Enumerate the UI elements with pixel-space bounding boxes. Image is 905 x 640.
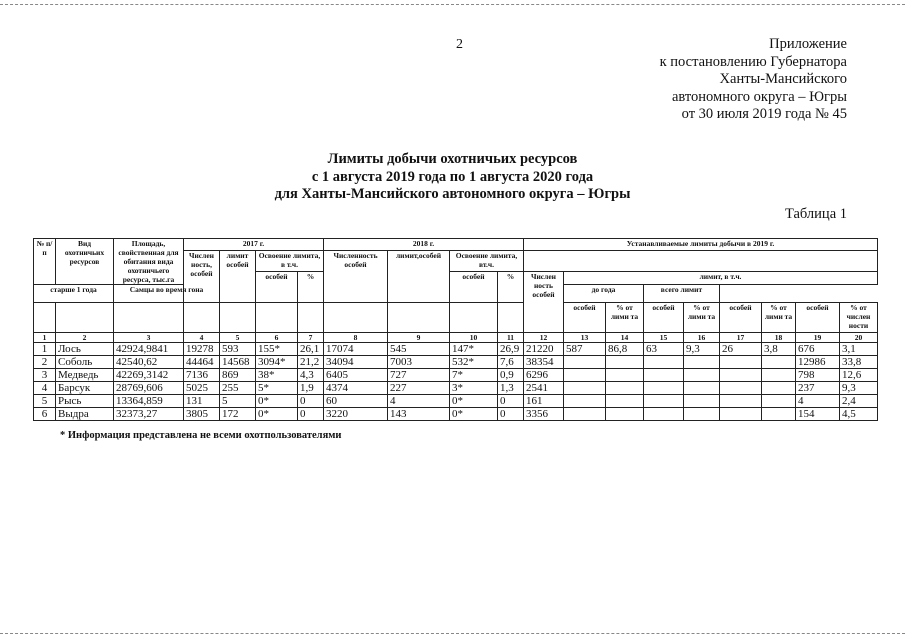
- table-cell: 6405: [324, 369, 388, 382]
- table-cell: 172: [220, 408, 256, 421]
- title-line: с 1 августа 2019 года по 1 августа 2020 года: [311, 168, 594, 185]
- table-cell: 545: [388, 343, 450, 356]
- table-cell: 587: [564, 343, 606, 356]
- table-cell: [564, 356, 606, 369]
- table-cell: [720, 382, 762, 395]
- table-cell: 798: [796, 369, 840, 382]
- header-pop-2018: Численность особей: [324, 251, 388, 303]
- header-males: Самцы во время гона: [114, 285, 220, 303]
- header-pct-males: % от лими та: [684, 303, 720, 333]
- column-number: 6: [256, 333, 298, 343]
- table-cell: 161: [524, 395, 564, 408]
- column-number: 15: [644, 333, 684, 343]
- table-cell: [564, 369, 606, 382]
- header-specimens-2018: особей: [450, 271, 498, 303]
- table-cell: 1,9: [298, 382, 324, 395]
- table-row: [34, 408, 878, 421]
- column-number: 17: [720, 333, 762, 343]
- table-cell: 12986: [796, 356, 840, 369]
- table-cell: 60: [324, 395, 388, 408]
- header-specimens-under1: особей: [720, 303, 762, 333]
- column-number: 3: [114, 333, 184, 343]
- table-cell: 4: [34, 382, 56, 395]
- column-number-row: [34, 333, 878, 343]
- table-cell: 6: [34, 408, 56, 421]
- table-cell: 86,8: [606, 343, 644, 356]
- table-cell: 237: [796, 382, 840, 395]
- header-species: Вид охотничьих ресурсов: [56, 239, 114, 285]
- column-number: 2: [56, 333, 114, 343]
- column-number: 11: [498, 333, 524, 343]
- table-cell: [684, 369, 720, 382]
- table-cell: 4: [796, 395, 840, 408]
- table-cell: Соболь: [56, 356, 114, 369]
- table-cell: 38*: [256, 369, 298, 382]
- table-cell: 0: [498, 395, 524, 408]
- header-pct-total: % от числен ности: [840, 303, 878, 333]
- header-area: Площадь, свойственная для обитания вида охотничьего ресурса, тыс.га: [114, 239, 184, 285]
- table-cell: 0: [298, 408, 324, 421]
- table-cell: Барсук: [56, 382, 114, 395]
- header-pct-older1: % от лими та: [606, 303, 644, 333]
- column-number: 1: [34, 333, 56, 343]
- header-pct-2018: %: [498, 271, 524, 303]
- table-cell: 1: [34, 343, 56, 356]
- column-number: 8: [324, 333, 388, 343]
- header-pop-2019: Числен ность особей: [524, 271, 564, 333]
- column-number: 10: [450, 333, 498, 343]
- table-cell: 13364,859: [114, 395, 184, 408]
- table-cell: 3,1: [840, 343, 878, 356]
- header-limit-2018: лимит,особей: [388, 251, 450, 303]
- table-cell: [762, 369, 796, 382]
- header-specimens-males: особей: [644, 303, 684, 333]
- table-cell: 727: [388, 369, 450, 382]
- table-cell: 869: [220, 369, 256, 382]
- table-cell: 7*: [450, 369, 498, 382]
- table-cell: 5: [34, 395, 56, 408]
- table-cell: [644, 395, 684, 408]
- table-cell: 0*: [256, 408, 298, 421]
- table-cell: 3*: [450, 382, 498, 395]
- table-row: [34, 395, 878, 408]
- table-cell: [644, 382, 684, 395]
- table-cell: [564, 395, 606, 408]
- table-cell: 5: [220, 395, 256, 408]
- document-title: [0, 151, 905, 204]
- table-cell: 3094*: [256, 356, 298, 369]
- table-cell: 34094: [324, 356, 388, 369]
- table-row: [34, 382, 878, 395]
- table-cell: 0: [498, 408, 524, 421]
- table-cell: 4,5: [840, 408, 878, 421]
- table-cell: [606, 395, 644, 408]
- table-cell: 676: [796, 343, 840, 356]
- table-cell: [720, 408, 762, 421]
- table-cell: 26,9: [498, 343, 524, 356]
- appendix-line: от 30 июля 2019 года № 45: [681, 106, 847, 122]
- table-cell: 5*: [256, 382, 298, 395]
- table-cell: 42924,9841: [114, 343, 184, 356]
- table-cell: 19278: [184, 343, 220, 356]
- table-cell: 0*: [256, 395, 298, 408]
- table-cell: 227: [388, 382, 450, 395]
- table-cell: 26: [720, 343, 762, 356]
- header-2017: 2017 г.: [184, 239, 324, 251]
- column-number: 16: [684, 333, 720, 343]
- table-label: Таблица 1: [784, 206, 847, 222]
- table-cell: [606, 356, 644, 369]
- table-cell: 593: [220, 343, 256, 356]
- table-cell: 21,2: [298, 356, 324, 369]
- table-cell: [720, 395, 762, 408]
- column-number: 9: [388, 333, 450, 343]
- table-cell: [762, 356, 796, 369]
- table-cell: 4374: [324, 382, 388, 395]
- header-specimens-older1: особей: [564, 303, 606, 333]
- table-cell: 7136: [184, 369, 220, 382]
- column-number: 20: [840, 333, 878, 343]
- column-number: 19: [796, 333, 840, 343]
- table-cell: 3,8: [762, 343, 796, 356]
- table-cell: 9,3: [684, 343, 720, 356]
- table-cell: [684, 382, 720, 395]
- table-cell: 32373,27: [114, 408, 184, 421]
- table-cell: 131: [184, 395, 220, 408]
- table-cell: [644, 408, 684, 421]
- table-cell: 5025: [184, 382, 220, 395]
- column-number: 18: [762, 333, 796, 343]
- header-mastery-2018: Освоение лимита, вт.ч.: [450, 251, 524, 272]
- title-line: для Ханты-Мансийского автономного округа – Югры: [274, 186, 631, 202]
- table-cell: 3: [34, 369, 56, 382]
- footnote: * Информация представлена не всеми охотпользователями: [60, 430, 342, 441]
- table-cell: [762, 408, 796, 421]
- table-cell: 255: [220, 382, 256, 395]
- table-cell: 4: [388, 395, 450, 408]
- table-cell: 33,8: [840, 356, 878, 369]
- header-limit-2017: лимит особей: [220, 251, 256, 303]
- table-cell: 532*: [450, 356, 498, 369]
- table-cell: Рысь: [56, 395, 114, 408]
- header-2018: 2018 г.: [324, 239, 524, 251]
- table-cell: [564, 382, 606, 395]
- table-cell: [762, 395, 796, 408]
- table-cell: [684, 356, 720, 369]
- header-pct-under1: % от лими та: [762, 303, 796, 333]
- table-cell: 147*: [450, 343, 498, 356]
- page-number: 2: [456, 37, 463, 52]
- header-total: всего лимит: [644, 285, 720, 303]
- table-cell: 154: [796, 408, 840, 421]
- table-cell: 155*: [256, 343, 298, 356]
- table-cell: 3356: [524, 408, 564, 421]
- appendix-block: [660, 36, 847, 124]
- appendix-line: к постановлению Губернатора: [659, 53, 847, 70]
- column-number: 5: [220, 333, 256, 343]
- table-cell: 42269,3142: [114, 369, 184, 382]
- column-number: 7: [298, 333, 324, 343]
- table-row: [34, 356, 878, 369]
- table-cell: 6296: [524, 369, 564, 382]
- table-cell: 2,4: [840, 395, 878, 408]
- table-cell: 9,3: [840, 382, 878, 395]
- table-cell: 21220: [524, 343, 564, 356]
- table-cell: [684, 395, 720, 408]
- table-cell: 0,9: [498, 369, 524, 382]
- appendix-line: автономного округа – Югры: [671, 88, 847, 105]
- table-cell: [606, 408, 644, 421]
- top-border-line: [0, 4, 905, 5]
- table-row: [34, 369, 878, 382]
- title-line: Лимиты добычи охотничьих ресурсов: [327, 151, 578, 167]
- table-cell: 38354: [524, 356, 564, 369]
- header-limit-incl: лимит, в т.ч.: [564, 271, 878, 285]
- header-older1: старше 1 года: [34, 285, 114, 303]
- table-cell: 63: [644, 343, 684, 356]
- table-cell: 3805: [184, 408, 220, 421]
- bottom-border-line: [0, 633, 905, 634]
- table-cell: 28769,606: [114, 382, 184, 395]
- table-cell: 42540,62: [114, 356, 184, 369]
- header-specimens-2017: особей: [256, 271, 298, 303]
- header-under1: до года: [564, 285, 644, 303]
- header-specimens-total: особей: [796, 303, 840, 333]
- table-cell: 26,1: [298, 343, 324, 356]
- column-number: 13: [564, 333, 606, 343]
- header-num: № п/п: [34, 239, 56, 285]
- table-cell: 0: [298, 395, 324, 408]
- table-cell: 3220: [324, 408, 388, 421]
- table-cell: [606, 369, 644, 382]
- table-cell: [684, 408, 720, 421]
- table-cell: 14568: [220, 356, 256, 369]
- appendix-line: Ханты-Мансийского: [719, 71, 847, 87]
- table-cell: 12,6: [840, 369, 878, 382]
- table-cell: 1,3: [498, 382, 524, 395]
- table-cell: 2: [34, 356, 56, 369]
- table-cell: 17074: [324, 343, 388, 356]
- header-mastery-2017: Освоение лимита, в т.ч.: [256, 251, 324, 272]
- header-pct-2017: %: [298, 271, 324, 303]
- table-cell: [644, 356, 684, 369]
- column-number: 12: [524, 333, 564, 343]
- appendix-line: Приложение: [769, 36, 847, 52]
- table-cell: [720, 356, 762, 369]
- table-cell: [720, 369, 762, 382]
- table-cell: [644, 369, 684, 382]
- column-number: 4: [184, 333, 220, 343]
- table-cell: 44464: [184, 356, 220, 369]
- table-cell: 7,6: [498, 356, 524, 369]
- header-pop-2017: Числен ность, особей: [184, 251, 220, 303]
- table-cell: 143: [388, 408, 450, 421]
- table-row: [34, 343, 878, 356]
- table-cell: 7003: [388, 356, 450, 369]
- table-cell: [564, 408, 606, 421]
- table-cell: [762, 382, 796, 395]
- table-cell: Медведь: [56, 369, 114, 382]
- table-cell: 2541: [524, 382, 564, 395]
- table-cell: Лось: [56, 343, 114, 356]
- limits-table: [33, 238, 878, 421]
- table-cell: [606, 382, 644, 395]
- table-cell: Выдра: [56, 408, 114, 421]
- table-cell: 0*: [450, 408, 498, 421]
- header-limits-2019: Устанавливаемые лимиты добычи в 2019 г.: [524, 239, 878, 251]
- table-cell: 4,3: [298, 369, 324, 382]
- table-cell: 0*: [450, 395, 498, 408]
- column-number: 14: [606, 333, 644, 343]
